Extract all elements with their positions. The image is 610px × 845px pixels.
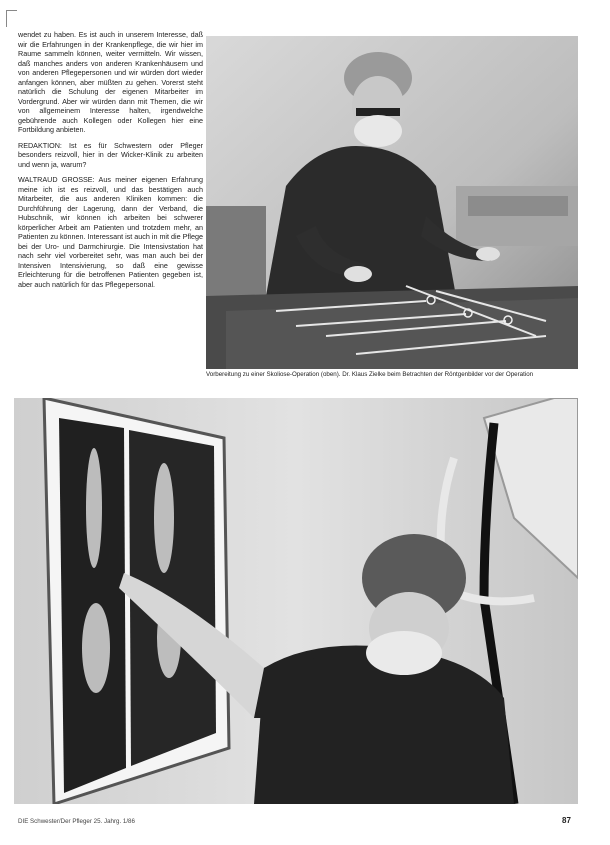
photo-surgical-preparation	[206, 36, 578, 369]
photo-surgical-preparation-graphic	[206, 36, 578, 369]
photo-xray-review	[14, 398, 578, 804]
article-text-column	[18, 30, 203, 370]
photo-caption: Vorbereitung zu einer Skoliose-Operation (oben). Dr. Klaus Zielke beim Betrachten der Röntgenbilder vor der Operation	[206, 371, 534, 378]
footer-publication: DIE Schwester/Der Pfleger 25. Jahrg. 1/86	[18, 818, 135, 825]
page-number: 87	[562, 816, 571, 825]
article-paragraph: REDAKTION: Ist es für Schwestern oder Pfleger besonders reizvoll, hier in der Wicker-Klinik zu arbeiten und wenn ja, warum?	[18, 140, 203, 169]
photo-xray-review-graphic	[14, 398, 578, 804]
crop-mark	[6, 10, 17, 27]
article-paragraph: wendet zu haben. Es ist auch in unserem Interesse, daß wir die Erfahrungen in der Krankenpflege, die wir hier im Raume sammeln können, weiter vermitteln. Wir wissen, daß manches anders von anderen Krankenhäusern und von anderen Pflegepersonen und wir würden dort wieder anfangen können, aber müßten zu gehen. Vorerst steht natürlich die Schulung der eigenen Mitarbeiter im Vordergrund. Aber wir würden dann mit Themen, die wir von allgemeinem Interesse halten, irgendwelche gebührende auch Kollegen oder Kollegen hier eine Fortbildung anbieten.	[18, 30, 203, 134]
article-paragraph: WALTRAUD GROSSE: Aus meiner eigenen Erfahrung meine ich ist es reizvoll, und das bestätigen auch Mitarbeiter, die aus anderen Kliniken kommen: die Durchführung der Lagerung, dann der Verband, die Hubschnik, wir können ich arbeiten bei schwerer körperlicher Arbeit am Patienten und trotzdem mehr, an Patienten zu können. Interessant ist auch in mit die Pflege bei der Uro- und Darmchirurgie. Die Intensivstation hat nach sehr viel vorbereitet sehr, was man auch bei der Intensiven Intensivierung, so daß eine gewisse Erleichterung für die betroffenen Patienten gegeben ist, aber auch natürlich für das Pflegepersonal.	[18, 175, 203, 289]
